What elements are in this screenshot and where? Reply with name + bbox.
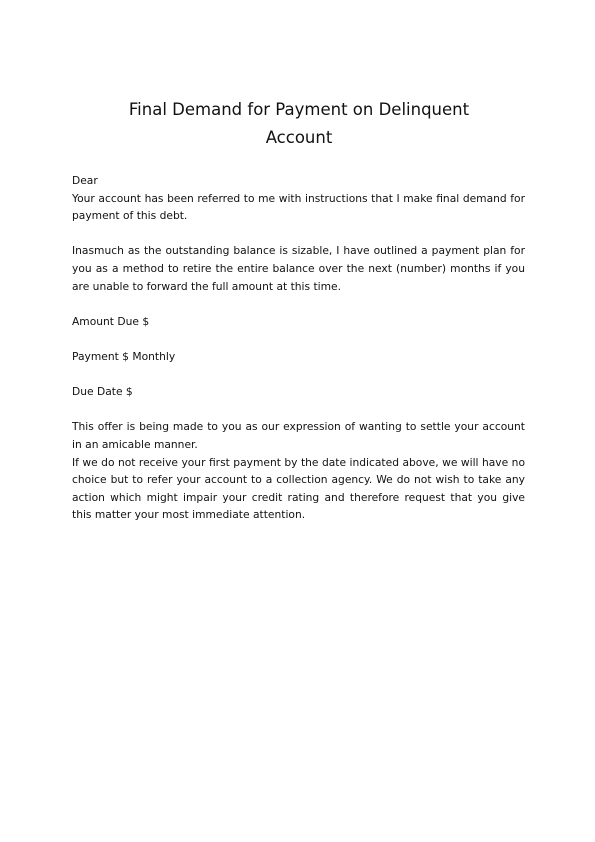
due-date-line: Due Date $ [72, 385, 133, 399]
document-title [72, 96, 526, 152]
salutation: Dear [72, 174, 98, 187]
spacer [72, 295, 525, 313]
title-line-2: Account [265, 128, 333, 147]
paragraph-collection-warning: If we do not receive your first payment by the date indicated above, we will have no choice but to refer your account to a collection agency. We do not wish to take any action which might impair your credit rating and therefore request that you give this matter your most immediate attention. [72, 455, 525, 522]
spacer [72, 225, 525, 243]
title-line-1: Final Demand for Payment on Delinquent [128, 100, 470, 119]
paragraph-referral: Your account has been referred to me with instructions that I make final demand for payment of this debt. [72, 191, 525, 223]
letter-body [72, 172, 525, 524]
payment-line: Payment $ Monthly [72, 349, 176, 363]
spacer [72, 330, 525, 348]
amount-due-line: Amount Due $ [72, 314, 150, 328]
spacer [72, 366, 525, 384]
paragraph-offer: This offer is being made to you as our expression of wanting to settle your account in an amicable manner. [72, 420, 525, 451]
paragraph-payment-plan: Inasmuch as the outstanding balance is sizable, I have outlined a payment plan for you as a method to retire the entire balance over the next (number) months if you are unable to forward the full amount at this time. [72, 244, 525, 293]
spacer [72, 401, 525, 419]
